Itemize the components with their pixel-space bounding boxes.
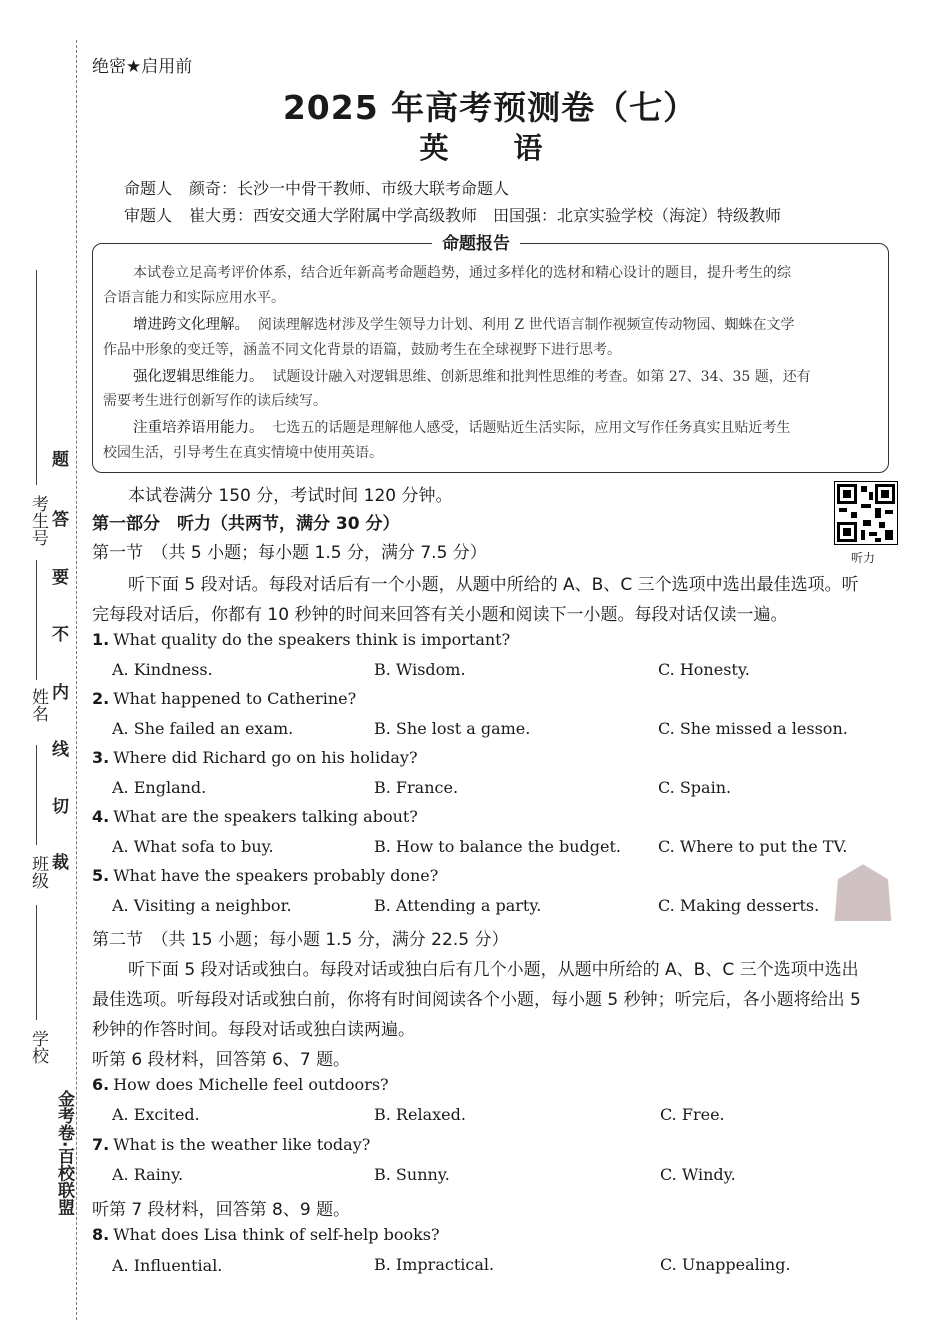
field-class-label: 班级 [28, 855, 48, 889]
option-a[interactable]: A. Excited. [112, 1105, 200, 1124]
option-b[interactable]: B. Wisdom. [374, 660, 466, 679]
field-class-blank[interactable] [36, 745, 37, 845]
option-a[interactable]: A. Influential. [112, 1256, 223, 1275]
seal-stamp-icon: ☗ [828, 850, 898, 940]
seal-char: 线 [52, 740, 69, 760]
field-exam-number-label: 考生号 [28, 495, 48, 546]
option-a[interactable]: A. What sofa to buy. [112, 837, 274, 856]
field-name-label: 姓名 [28, 688, 48, 722]
section-2-instructions: 听下面 5 段对话或独白。每段对话或独白后有几个小题，从题中所给的 A、B、C 三个选项中选出 [128, 960, 859, 980]
option-a[interactable]: A. England. [112, 778, 207, 797]
report-line: 合语言能力和实际应用水平。 [103, 290, 285, 306]
seal-char: 题 [52, 450, 69, 470]
option-a[interactable]: A. She failed an exam. [112, 719, 294, 738]
report-line: 本试卷立足高考评价体系，结合近年新高考命题趋势，通过多样化的选材和精心设计的题目，提升考生的综 [133, 265, 791, 281]
field-school-label: 学校 [28, 1030, 48, 1064]
option-b[interactable]: B. Sunny. [374, 1165, 450, 1184]
question-4: 4. What are the speakers talking about? [92, 807, 418, 826]
report-line: 作品中形象的变迁等，涵盖不同文化背景的语篇，鼓励考生在全球视野下进行思考。 [103, 342, 621, 358]
question-2: 2. What happened to Catherine? [92, 689, 357, 708]
seal-char: 裁 [52, 853, 69, 873]
field-school-blank[interactable] [36, 905, 37, 1020]
seal-char: 内 [52, 683, 69, 703]
question-5: 5. What have the speakers probably done? [92, 866, 439, 885]
option-b[interactable]: B. France. [374, 778, 459, 797]
option-c[interactable]: C. Honesty. [658, 660, 750, 679]
option-b[interactable]: B. How to balance the budget. [374, 837, 622, 856]
option-c[interactable]: C. Unappealing. [660, 1255, 791, 1274]
report-line: 校园生活，引导考生在真实情境中使用英语。 [103, 445, 383, 461]
section-2-heading: 第二节 （共 15 小题；每小题 1.5 分，满分 22.5 分） [92, 930, 509, 950]
material-6-heading: 听第 6 段材料，回答第 6、7 题。 [92, 1050, 351, 1070]
section-2-instructions: 最佳选项。听每段对话或独白前，你将有时间阅读各个小题，每小题 5 秒钟；听完后，各小题将给出 5 [92, 990, 861, 1010]
option-a[interactable]: A. Rainy. [112, 1165, 184, 1184]
brand-label: 金考卷·百校联盟 [54, 1090, 74, 1216]
section-2-instructions: 秒钟的作答时间。每段对话或独白读两遍。 [92, 1020, 415, 1040]
option-b[interactable]: B. Attending a party. [374, 896, 542, 915]
option-c[interactable]: C. Spain. [658, 778, 732, 797]
question-6: 6. How does Michelle feel outdoors? [92, 1075, 389, 1094]
part-1-heading: 第一部分 听力（共两节，满分 30 分） [92, 514, 400, 534]
option-a[interactable]: A. Visiting a neighbor. [112, 896, 292, 915]
section-1-instructions: 听下面 5 段对话。每段对话后有一个小题，从题中所给的 A、B、C 三个选项中选出最佳选项。听 [128, 575, 859, 595]
exam-info: 本试卷满分 150 分，考试时间 120 分钟。 [128, 486, 453, 506]
report-line: 强化逻辑思维能力。 试题设计融入对逻辑思维、创新思维和批判性思维的考查。如第 27、34、35 题，还有 [133, 369, 811, 385]
option-c[interactable]: C. Where to put the TV. [658, 837, 848, 856]
reviewer-text: 崔大勇：西安交通大学附属中学高级教师 田国强：北京实验学校（海淀）特级教师 [189, 206, 782, 225]
option-b[interactable]: B. Impractical. [374, 1255, 495, 1274]
material-7-heading: 听第 7 段材料，回答第 8、9 题。 [92, 1200, 351, 1220]
option-b[interactable]: B. She lost a game. [374, 719, 531, 738]
question-1: 1. What quality do the speakers think is important? [92, 630, 511, 649]
seal-char: 要 [52, 568, 69, 588]
page-title: 2025 年高考预测卷（七） [282, 88, 698, 127]
option-c[interactable]: C. Making desserts. [658, 896, 820, 915]
secret-label: 绝密★启用前 [92, 57, 193, 77]
question-3: 3. Where did Richard go on his holiday? [92, 748, 418, 767]
option-c[interactable]: C. Free. [660, 1105, 725, 1124]
field-name-blank[interactable] [36, 560, 37, 680]
option-c[interactable]: C. Windy. [660, 1165, 736, 1184]
seal-char: 不 [52, 625, 69, 645]
question-8: 8. What does Lisa think of self-help books? [92, 1225, 440, 1244]
reviewer-label: 审题人 [124, 206, 173, 225]
seal-char: 切 [52, 797, 69, 817]
field-exam-number-blank[interactable] [36, 270, 37, 485]
section-1-heading: 第一节 （共 5 小题；每小题 1.5 分，满分 7.5 分） [92, 543, 487, 563]
seal-char: 答 [52, 510, 69, 530]
section-1-instructions: 完每段对话后，你都有 10 秒钟的时间来回答有关小题和阅读下一小题。每段对话仅读一遍。 [92, 605, 788, 625]
setter-label: 命题人 [124, 179, 173, 198]
qr-code-icon[interactable] [834, 481, 898, 545]
option-a[interactable]: A. Kindness. [112, 660, 213, 679]
report-title: 命题报告 [432, 229, 520, 254]
option-b[interactable]: B. Relaxed. [374, 1105, 466, 1124]
qr-label: 听力 [851, 551, 876, 565]
report-line: 增进跨文化理解。 阅读理解选材涉及学生领导力计划、利用 Z 世代语言制作视频宣传动物园、蜘蛛在文学 [133, 317, 795, 333]
report-line: 需要考生进行创新写作的读后续写。 [103, 393, 327, 409]
setter-text: 颜奇：长沙一中骨干教师、市级大联考命题人 [189, 179, 510, 198]
question-7: 7. What is the weather like today? [92, 1135, 371, 1154]
option-c[interactable]: C. She missed a lesson. [658, 719, 848, 738]
subject-title: 英 语 [419, 131, 561, 165]
report-line: 注重培养语用能力。 七选五的话题是理解他人感受，话题贴近生活实际，应用文写作任务真实且贴近考生 [133, 420, 791, 436]
